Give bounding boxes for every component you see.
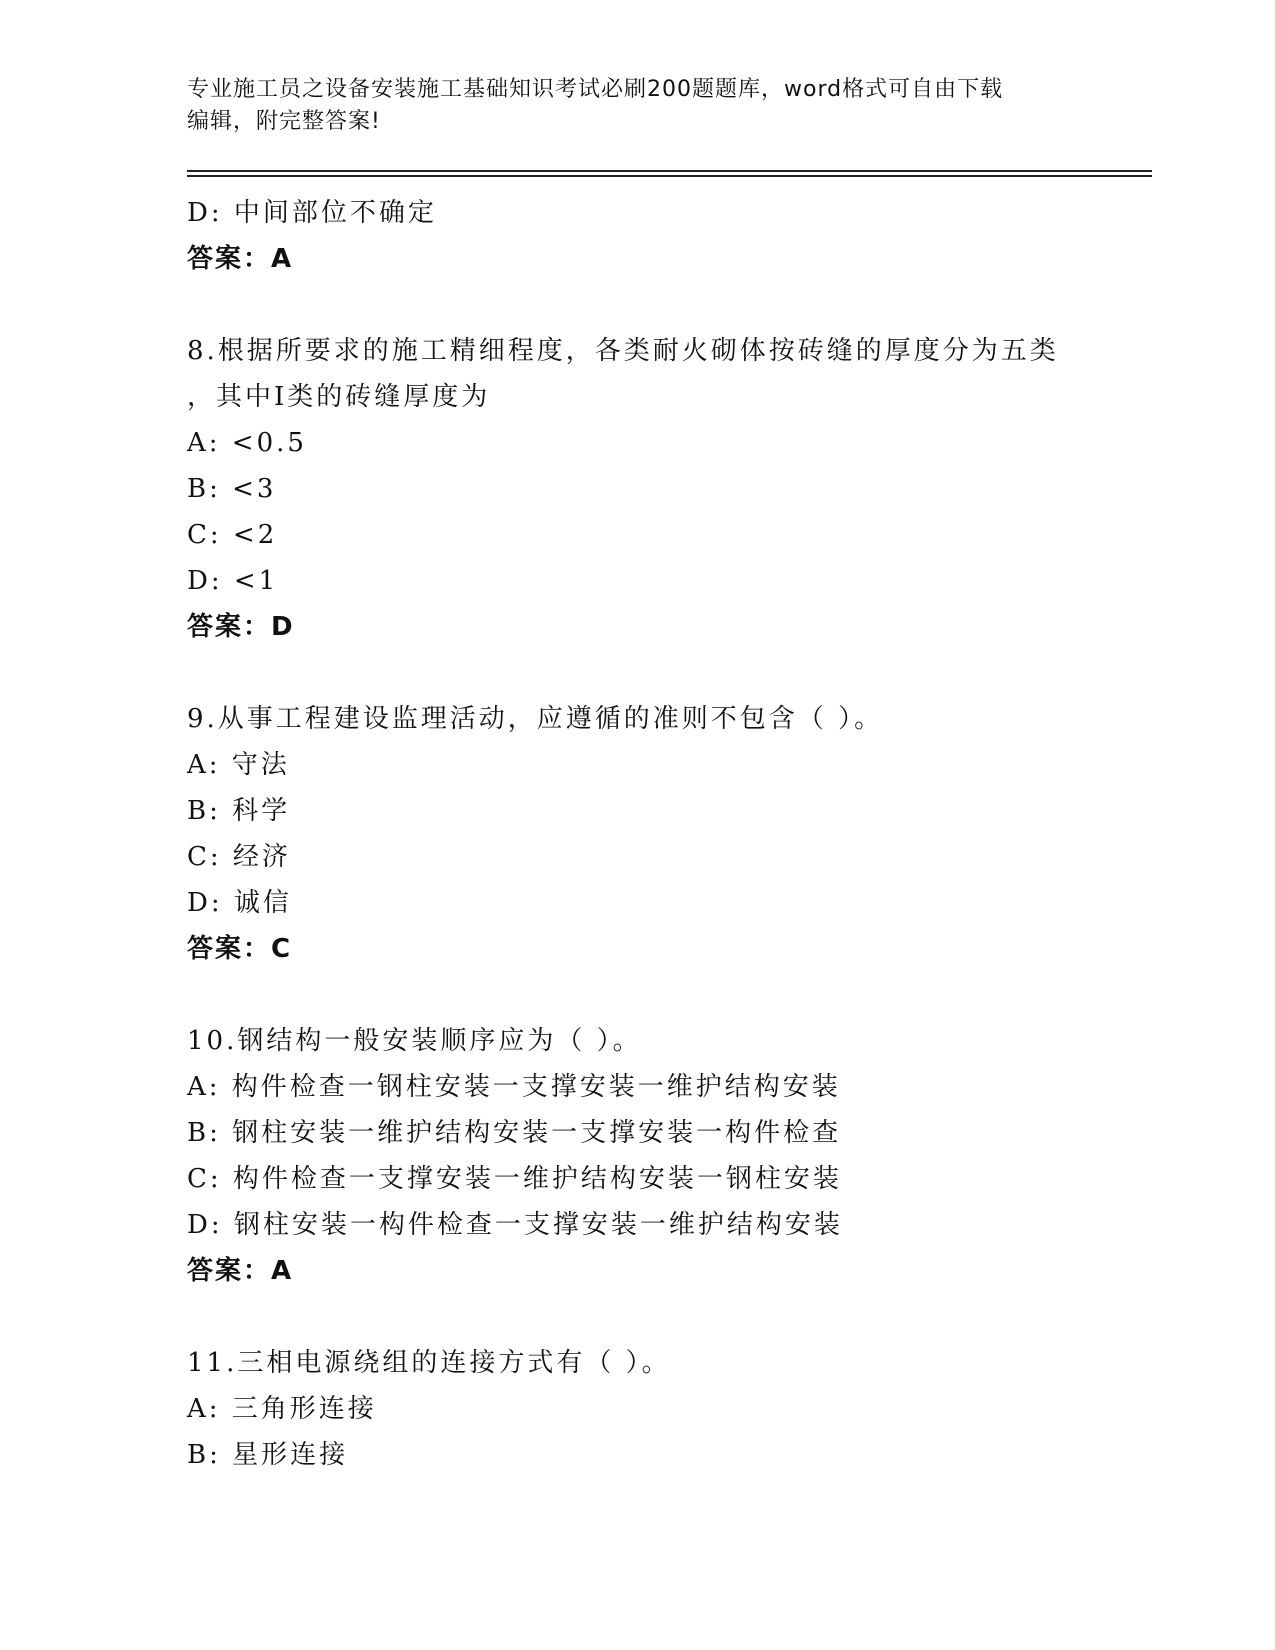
question-9-option-b: B: 科学 [187,796,291,826]
question-10-stem: 10.钢结构一般安装顺序应为（ ）。 [187,1026,642,1056]
previous-option-d: D: 中间部位不确定 [187,198,437,228]
question-8-option-c: C: <2 [187,520,278,550]
question-11 [187,1340,1147,1478]
question-content [187,190,1147,1478]
spacer [187,282,1147,328]
question-10-option-d: D: 钢柱安装一构件检查一支撑安装一维护结构安装 [187,1210,843,1240]
question-8-option-d: D: <1 [187,566,279,596]
question-10-option-b: B: 钢柱安装一维护结构安装一支撑安装一构件检查 [187,1118,842,1148]
document-header [187,74,1087,138]
question-9-option-a: A: 守法 [187,750,290,780]
question-10-answer: 答案：A [187,1256,294,1286]
question-8-stem-line-2: ，其中Ⅰ类的砖缝厚度为 [187,382,491,412]
question-9-answer: 答案：C [187,934,293,964]
question-11-option-a: A: 三角形连接 [187,1394,377,1424]
question-9-stem: 9.从事工程建设监理活动，应遵循的准则不包含（ ）。 [187,704,884,734]
spacer [187,650,1147,696]
question-8 [187,328,1147,650]
question-10 [187,1018,1147,1294]
spacer [187,1294,1147,1340]
question-8-answer: 答案：D [187,612,295,642]
question-9-option-d: D: 诚信 [187,888,292,918]
question-10-option-c: C: 构件检查一支撑安装一维护结构安装一钢柱安装 [187,1164,842,1194]
header-rule-top [187,170,1152,172]
header-title-line-1: 专业施工员之设备安装施工基础知识考试必刷200题题库，word格式可自由下载 [187,77,1004,102]
header-title-line-2: 编辑，附完整答案! [187,109,381,134]
question-11-stem: 11.三相电源绕组的连接方式有（ ）。 [187,1348,671,1378]
question-10-option-a: A: 构件检查一钢柱安装一支撑安装一维护结构安装 [187,1072,841,1102]
question-9 [187,696,1147,972]
question-9-option-c: C: 经济 [187,842,291,872]
previous-answer: 答案：A [187,244,294,274]
question-8-option-b: B: <3 [187,474,277,504]
header-rule-bottom [187,175,1152,177]
question-8-stem-line-1: 8.根据所要求的施工精细程度，各类耐火砌体按砖缝的厚度分为五类 [187,336,1059,366]
question-8-option-a: A: <0.5 [187,428,307,458]
question-11-option-b: B: 星形连接 [187,1440,349,1470]
spacer [187,972,1147,1018]
